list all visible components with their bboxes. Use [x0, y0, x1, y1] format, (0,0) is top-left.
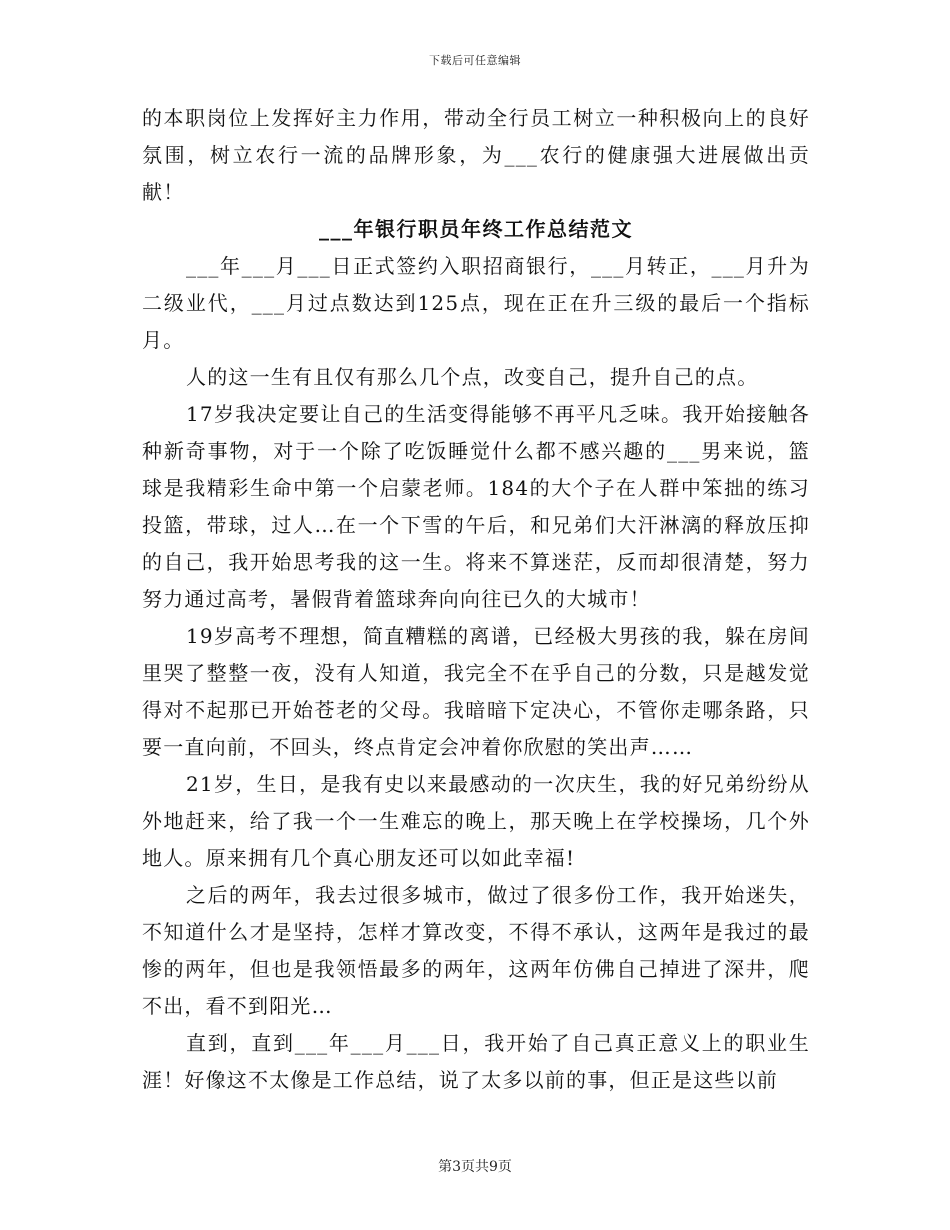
paragraph-continuation: 的本职岗位上发挥好主力作用，带动全行员工树立一种积极向上的良好氛围，树立农行一流的品牌形象，为___农行的健康强大进展做出贡献！: [142, 106, 810, 204]
paragraph-age-17: 17岁我决定要让自己的生活变得能够不再平凡乏味。我开始接触各种新奇事物，对于一个除了吃饭睡觉什么都不感兴趣的___男来说，篮球是我精彩生命中第一个启蒙老师。184的大个子在人群中笨拙的练习投篮，带球，过人…在一个下雪的午后，和兄弟们大汗淋漓的释放压抑的自己，我开始思考我的这一生。将来不算迷茫，反而却很清楚，努力努力通过高考，暑假背着篮球奔向向往已久的大城市！: [142, 402, 810, 611]
document-title: ___年银行职员年终工作总结范文: [319, 217, 633, 241]
document-body: [142, 100, 810, 1099]
paragraph-turning-points: 人的这一生有且仅有那么几个点，改变自己，提升自己的点。: [186, 365, 759, 389]
page-header-note: 下载后可任意编辑: [429, 54, 521, 67]
paragraph-career-start: 直到，直到___年___月___日，我开始了自己真正意义上的职业生涯！好像这不太像是工作总结，说了太多以前的事，但正是这些以前: [142, 1031, 810, 1092]
paragraph-age-21: 21岁，生日，是我有史以来最感动的一次庆生，我的好兄弟纷纷从外地赶来，给了我一个一生难忘的晚上，那天晚上在学校操场，几个外地人。原来拥有几个真心朋友还可以如此幸福!: [142, 772, 810, 870]
paragraph-two-years: 之后的两年，我去过很多城市，做过了很多份工作，我开始迷失，不知道什么才是坚持，怎样才算改变，不得不承认，这两年是我过的最惨的两年，但也是我领悟最多的两年，这两年仿佛自己掉进了深井，爬不出，看不到阳光…: [142, 883, 810, 1018]
paragraph-age-19: 19岁高考不理想，简直糟糕的离谱，已经极大男孩的我，躲在房间里哭了整整一夜，没有人知道，我完全不在乎自己的分数，只是越发觉得对不起那已开始苍老的父母。我暗暗下定决心，不管你走哪条路，只要一直向前，不回头，终点肯定会冲着你欣慰的笑出声……: [142, 624, 810, 759]
page-indicator: 第3页共9页: [438, 1159, 512, 1175]
paragraph-intro: ___年___月___日正式签约入职招商银行，___月转正，___月升为二级业代，___月过点数达到125点，现在正在升三级的最后一个指标月。: [142, 254, 810, 352]
